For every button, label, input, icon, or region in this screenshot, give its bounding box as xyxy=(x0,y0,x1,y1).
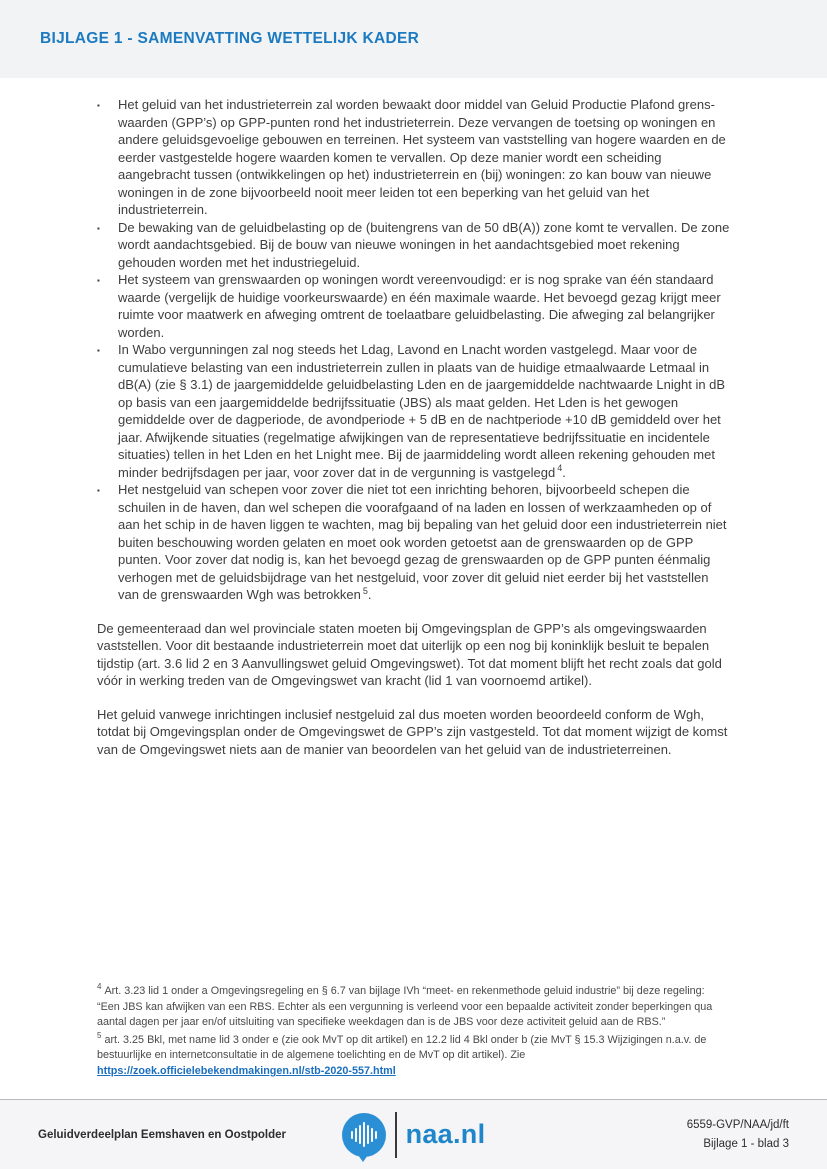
footnote-marker: 5 xyxy=(97,1031,102,1041)
paragraph: Het geluid vanwege inrichtingen inclusief nestgeluid zal dus moeten worden beoordeeld conform de Wgh, totdat bij Omgevingsplan onder de Omgevingswet de GPP’s zijn vastgesteld. Tot dat moment wijzigt de komst van de Omgevingswet niets aan de manier van beoordelen van het geluid van de industrieterreinen. xyxy=(97,706,728,757)
footnote-4 xyxy=(97,984,730,1031)
footnote-ref: 4 xyxy=(557,463,563,474)
bullet-item xyxy=(97,96,730,219)
bullet-text: Het systeem van grenswaarden op woningen wordt vereenvoudigd: er is nog sprake van één standaard waarde (vergelijk de huidige voorkeurswaarde) en één maximale waarde. Het bevoegd gezag krijgt meer ruimte voor maatwerk en afweging omtrent de toelaatbare geluidbelasting. Die afweging zal belangrijker worden. xyxy=(118,272,721,340)
bullet-icon: ▪ xyxy=(97,276,100,285)
bullet-text: In Wabo vergunningen zal nog steeds het Ldag, Lavond en Lnacht worden vastgelegd. Maar voor de cumulatieve belasting van een industrieterrein zullen in plaats van de huidige etmaalwaarde Letmaal in dB(A) (zie § 3.1) de jaargemiddelde geluidbelasting Lden en de jaargemiddelde nachtwaarde Lnight in dB op basis van een jaargemiddelde bedrijfssituatie (JBS) als maat gelden. Het Lden is het gewogen gemiddelde over de dagperiode, de avondperiode + 5 dB en de nachtperiode +10 dB gemiddeld over het jaar. Afwijkende situaties (regelmatige afwijkingen van de representatieve bedrijfssituatie en incidentele situaties) tellen in het Lden en het Lnight mee. Bij de jaarmiddeling wordt alleen rekening gehouden met minder bedrijfsdagen per jaar, voor zover dat in de vergunning is vastgelegd $^4$. xyxy=(118,342,726,480)
bullet-text: Het geluid van het industrieterrein zal worden bewaakt door middel van Geluid Productie Plafond grenswaarden (GPP’s) op GPP-punten rond het industrieterrein. Deze vervangen de toetsing op woningen en andere geluidsgevoelige gebouwen en terreinen. Het systeem van vaststelling van hogere waarden en de eerder vastgestelde hogere waarden komen te vervallen. Op deze manier wordt een scheiding aangebracht tussen (ontwikkelingen op het) industrieterrein en (bij) woningen: zo kan bouw van nieuwe woningen in de zone bijvoorbeeld nooit meer leiden tot een beperking van het geluid van het industrieterrein. xyxy=(118,97,726,217)
bullet-item xyxy=(97,219,730,272)
document-body xyxy=(97,96,730,758)
logo-divider xyxy=(395,1112,397,1158)
bullet-icon: ▪ xyxy=(97,101,100,110)
page-footer xyxy=(0,1099,827,1169)
footer-reference: 6559-GVP/NAA/jd/ft xyxy=(686,1118,789,1131)
bullet-icon: ▪ xyxy=(97,486,100,495)
footer-document-title: Geluidverdeelplan Eemshaven en Oostpolder xyxy=(38,1128,286,1141)
bullet-icon: ▪ xyxy=(97,346,100,355)
page-title: BIJLAGE 1 - SAMENVATTING WETTELIJK KADER xyxy=(40,30,420,47)
bullet-item xyxy=(97,341,730,481)
footnote-5 xyxy=(97,1033,730,1080)
page-header xyxy=(0,0,827,78)
bullet-list xyxy=(97,96,730,604)
footer-page-number: Bijlage 1 - blad 3 xyxy=(703,1137,789,1150)
footer-meta xyxy=(509,1116,789,1154)
bullet-item xyxy=(97,271,730,341)
footnote-text: art. 3.25 Bkl, met name lid 3 onder e (zie ook MvT op dit artikel) en 12.2 lid 4 Bkl onder b (zie MvT § 15.3 Wijzigingen n.a.v. de bestuurlijke en internetconsultatie in de algemene toelichting en de MvT op dit artikel). Zie xyxy=(97,1033,707,1062)
logo-wordmark: naa.nl xyxy=(405,1119,486,1149)
bullet-item xyxy=(97,481,730,604)
footnotes xyxy=(97,984,730,1082)
footnote-ref: 5 xyxy=(362,585,368,596)
bullet-text: De bewaking van de geluidbelasting op de (buitengrens van de 50 dB(A)) zone komt te vervallen. De zone wordt aandachtsgebied. Bij de bouw van nieuwe woningen in het aandachtsgebied moet rekening gehouden worden met het industriegeluid. xyxy=(118,219,730,270)
soundwave-bubble-icon xyxy=(342,1113,386,1157)
footnote-marker: 4 xyxy=(97,982,102,992)
paragraph: De gemeenteraad dan wel provinciale staten moeten bij Omgevingsplan de GPP’s als omgevingswaarden vaststellen. Voor dit bestaande industrieterrein moet dat uiterlijk op een nog bij koninklijk besluit te bepalen tijdstip (art. 3.6 lid 2 en 3 Aanvullingswet geluid Omgevingswet). Tot dat moment blijft het recht zoals dat gold vóór in werking treden van de Omgevingswet van kracht (lid 1 van voornoemd artikel). xyxy=(97,620,722,688)
footnote-text: Art. 3.23 lid 1 onder a Omgevingsregeling en § 6.7 van bijlage IVh “meet- en rekenmethode geluid industrie” bij deze regeling: “Een JBS kan afwijken van een RBS. Echter als een vergunning is verleend voor een bepaalde activiteit zonder beperkingen qua aantal dagen per jaar en/of uitsluiting van specifieke weekdagen dan is de JBS voor deze activiteit geluid aan de RBS.” xyxy=(97,985,713,1029)
bullet-icon: ▪ xyxy=(97,223,100,233)
footnote-link[interactable]: https://zoek.officielebekendmakingen.nl/stb-2020-557.html xyxy=(97,1064,396,1077)
bullet-text: Het nestgeluid van schepen voor zover die niet tot een inrichting behoren, bijvoorbeeld schepen die schuilen in de haven, dan wel schepen die voorafgaand of na laden en lossen of werkzaamheden op of aan het schip in de haven liggen te wachten, mag bij bepaling van het geluid door een industrieterrein niet buiten beschouwing worden gelaten en moet ook worden getoetst aan de grenswaarden op de GPP punten. Voor zover dat nodig is, kan het bevoegd gezag de grenswaarden op de GPP punten éénmalig verhogen met de geluidsbijdrage van het nestgeluid, voor zover dit geluid niet eerder bij het vaststellen van de grenswaarden Wgh was betrokken $^5$. xyxy=(118,482,727,602)
naa-logo xyxy=(342,1112,486,1158)
